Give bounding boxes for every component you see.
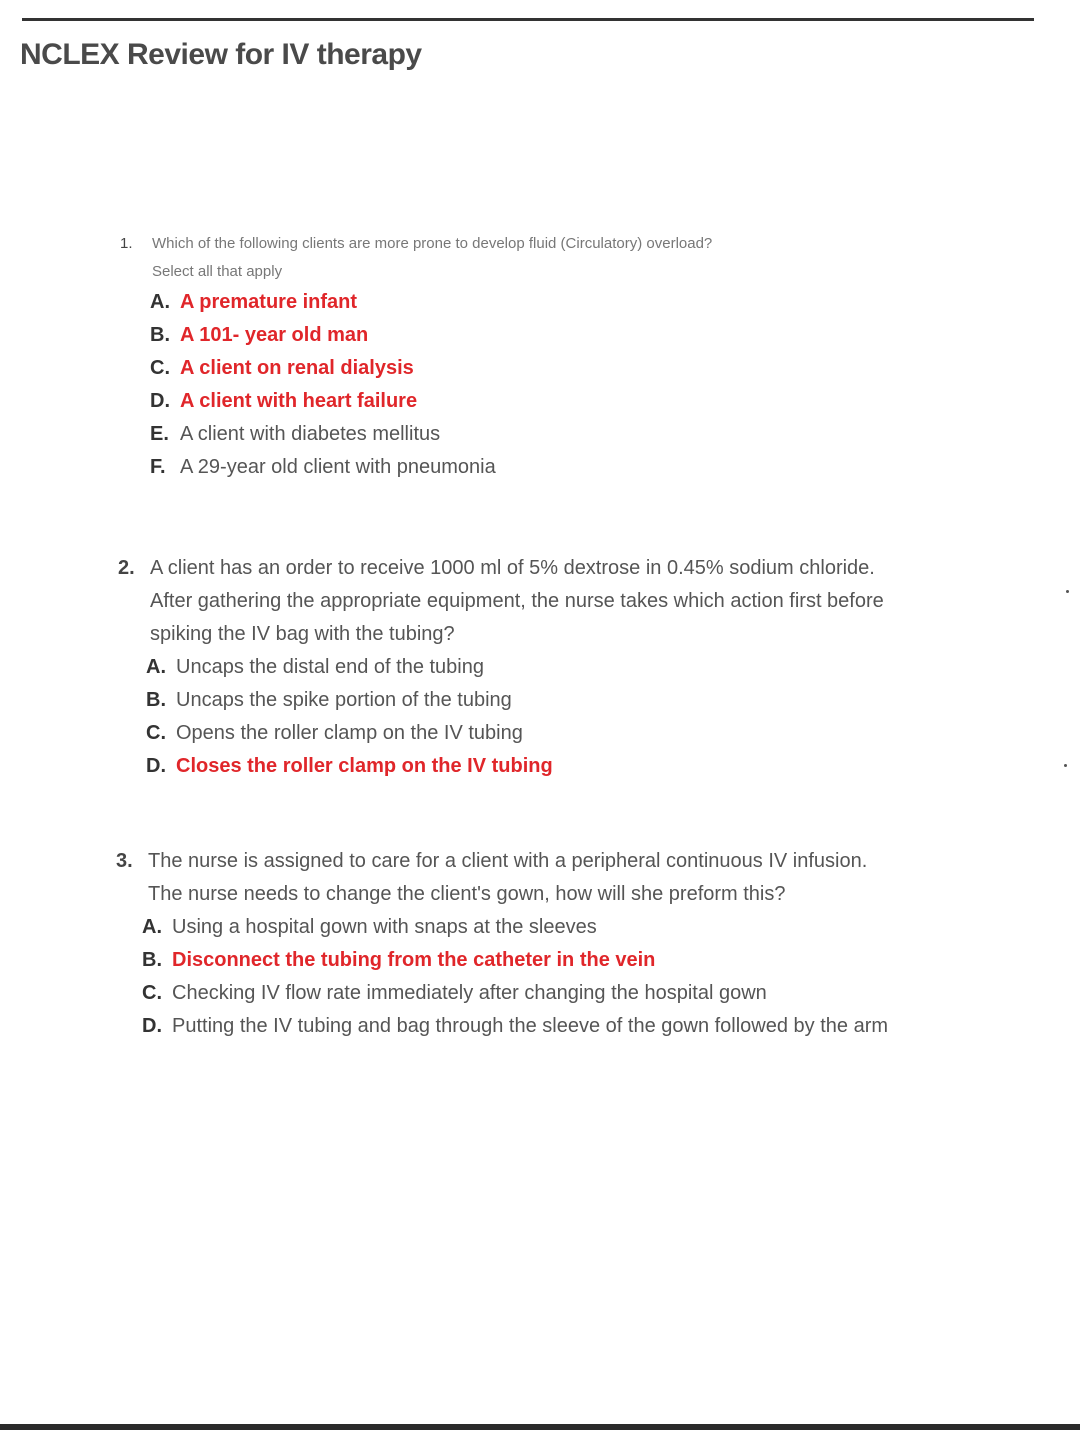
question-number: 1. <box>120 235 133 252</box>
question-1 <box>120 230 920 484</box>
option-e <box>140 418 920 451</box>
option-c <box>136 717 918 750</box>
question-number: 2. <box>118 557 135 579</box>
option-text: Using a hospital gown with snaps at the sleeves <box>172 916 597 938</box>
option-letter: C. <box>146 722 166 744</box>
option-text: Opens the roller clamp on the IV tubing <box>176 722 523 744</box>
option-a <box>136 651 918 684</box>
margin-mark <box>1064 764 1067 767</box>
question-3 <box>116 845 906 1043</box>
option-b <box>136 684 918 717</box>
answer-options <box>136 651 918 783</box>
question-2 <box>118 552 918 783</box>
question-instruction: Select all that apply <box>152 263 283 280</box>
question-text: A client has an order to receive 1000 ml of 5% dextrose in 0.45% sodium chloride. After gathering the appropriate equipment, the nurse takes which action first before spiking the IV bag with the tubing? <box>150 557 884 645</box>
option-text: A client with diabetes mellitus <box>180 423 441 445</box>
option-d <box>136 750 918 783</box>
answer-options <box>132 911 906 1043</box>
answer-options <box>140 286 920 484</box>
option-letter: A. <box>142 916 162 938</box>
option-f <box>140 451 920 484</box>
option-text: Disconnect the tubing from the catheter in the vein <box>172 949 656 971</box>
question-stem <box>116 845 906 911</box>
option-text: Uncaps the spike portion of the tubing <box>176 689 512 711</box>
option-text: Uncaps the distal end of the tubing <box>176 656 484 678</box>
bottom-divider <box>0 1424 1080 1430</box>
option-letter: C. <box>142 982 162 1004</box>
option-a <box>132 911 906 944</box>
option-letter: D. <box>142 1015 162 1037</box>
page-title: NCLEX Review for IV therapy <box>20 38 422 71</box>
option-text: Closes the roller clamp on the IV tubing <box>176 755 553 777</box>
option-letter: D. <box>146 755 166 777</box>
top-divider <box>22 18 1034 21</box>
option-letter: E. <box>150 423 169 445</box>
option-text: Checking IV flow rate immediately after changing the hospital gown <box>172 982 767 1004</box>
question-text: The nurse is assigned to care for a client with a peripheral continuous IV infusion. The nurse needs to change the client's gown, how will she preform this? <box>148 850 868 905</box>
option-text: Putting the IV tubing and bag through the sleeve of the gown followed by the arm <box>172 1015 889 1037</box>
option-letter: B. <box>146 689 166 711</box>
option-letter: A. <box>146 656 166 678</box>
option-text: A client on renal dialysis <box>180 357 414 379</box>
option-d <box>132 1010 906 1043</box>
option-c <box>140 352 920 385</box>
question-text: Which of the following clients are more prone to develop fluid (Circulatory) overload? <box>152 235 713 252</box>
option-b <box>132 944 906 977</box>
option-text: A premature infant <box>180 291 358 313</box>
option-text: A 29-year old client with pneumonia <box>180 456 496 478</box>
option-letter: B. <box>142 949 162 971</box>
option-a <box>140 286 920 319</box>
option-letter: B. <box>150 324 170 346</box>
option-d <box>140 385 920 418</box>
option-c <box>132 977 906 1010</box>
option-letter: D. <box>150 390 170 412</box>
option-text: A client with heart failure <box>180 390 418 412</box>
question-stem <box>118 552 918 651</box>
question-number: 3. <box>116 850 133 872</box>
option-letter: F. <box>150 456 166 478</box>
option-text: A 101- year old man <box>180 324 369 346</box>
question-stem <box>120 230 920 286</box>
option-b <box>140 319 920 352</box>
option-letter: C. <box>150 357 170 379</box>
option-letter: A. <box>150 291 170 313</box>
margin-mark <box>1066 590 1069 593</box>
